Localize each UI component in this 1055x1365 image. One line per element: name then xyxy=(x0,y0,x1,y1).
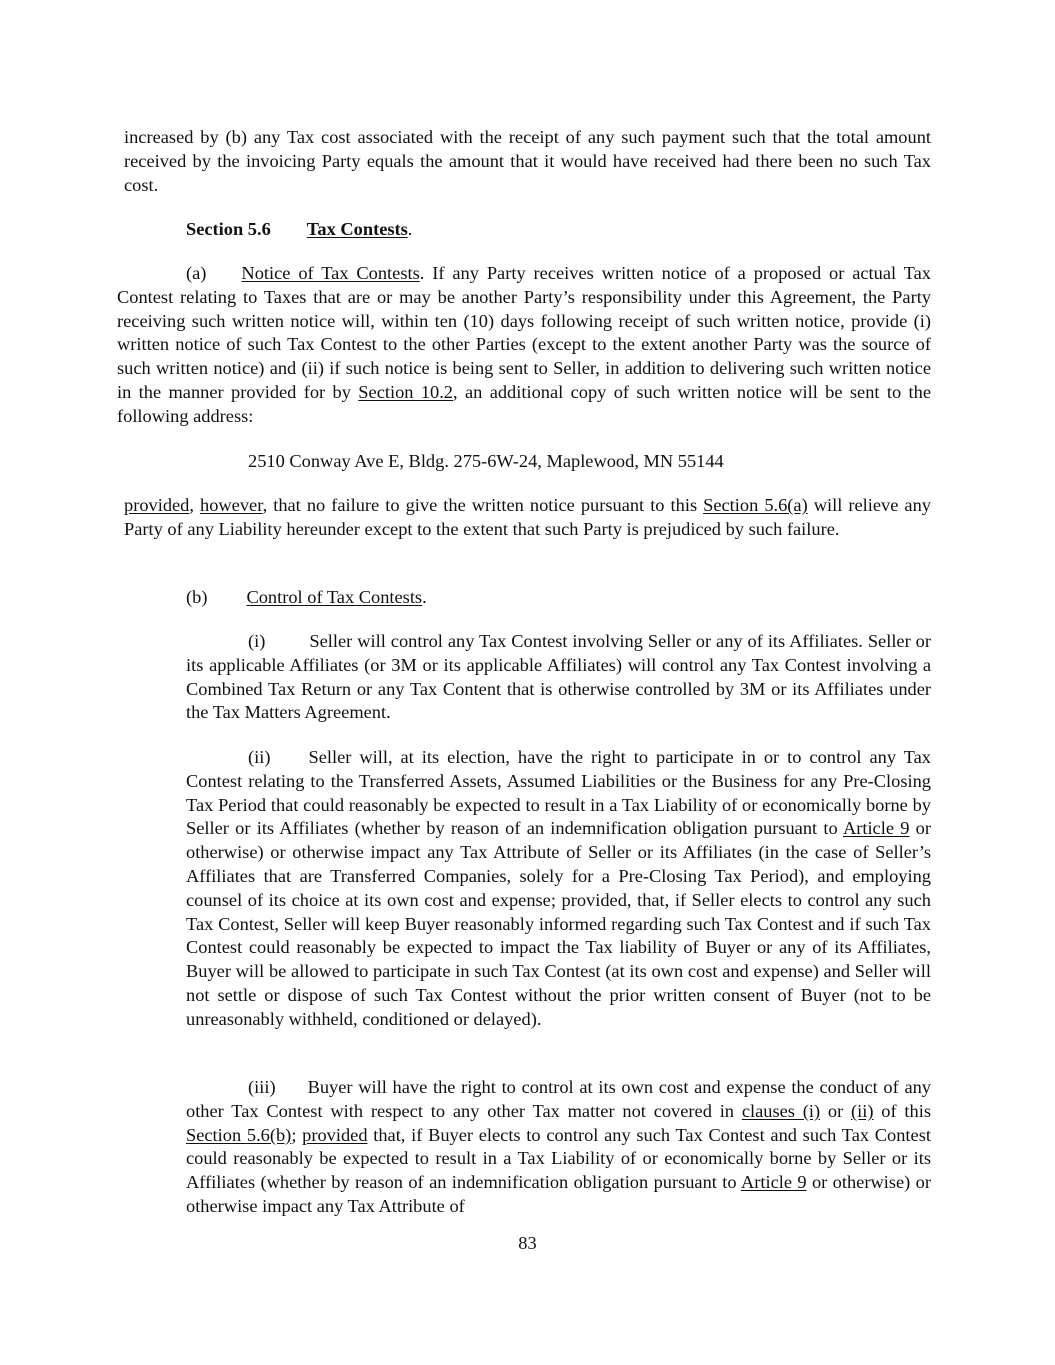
paragraph-b-heading xyxy=(186,586,427,610)
paragraph-a xyxy=(117,262,931,429)
paragraph-a-text-1: . If any Party receives written notice of a proposed or actual Tax Contest relating to Taxes that are or may be another Party’s responsibility under this Agreement, the Party receiving such written notice will, within ten (10) days following receipt of such written notice, provide (i) written notice of such Tax Contest to the other Parties (except to the extent another Party was the source of such written notice) and (ii) if such notice is being sent to Seller, in addition to delivering such written notice in the manner provided for by xyxy=(117,263,931,402)
subparagraph-i xyxy=(186,630,931,725)
subparagraph-ii xyxy=(186,746,931,1032)
article-9-reference[interactable]: Article 9 xyxy=(842,818,910,839)
subparagraph-iii-text-6: or otherwise) or otherwise impact any Tax Attribute of xyxy=(186,1172,931,1216)
subparagraph-iii-text-5: that, if Buyer elects to control any such Tax Contest and such Tax Contest could reasonably be expected to result in a Tax Liability of or economically borne by Seller or its Affiliates (whether by reason of an indemnification obligation pursuant to xyxy=(186,1124,931,1193)
page-number: 83 xyxy=(518,1233,537,1253)
subparagraph-iii-marker: (iii) xyxy=(248,1077,276,1097)
paragraph-a-text-2: , an additional copy of such written notice will be sent to the following address: xyxy=(117,381,932,426)
proviso-comma: , xyxy=(189,495,200,515)
clause-ii-reference[interactable]: (ii) xyxy=(851,1100,874,1121)
subparagraph-ii-marker: (ii) xyxy=(248,747,271,767)
section-5-6-b-reference[interactable]: Section 5.6(b) xyxy=(186,1124,292,1145)
section-label: Section 5.6 xyxy=(186,219,271,239)
paragraph-b-marker: (b) xyxy=(186,587,208,607)
proviso-paragraph xyxy=(124,494,931,542)
proviso-however: however xyxy=(200,495,263,515)
subparagraph-iii-text-4: ; xyxy=(291,1124,303,1145)
subparagraph-iii-text-3: of this xyxy=(873,1100,932,1121)
section-title-punct: . xyxy=(407,219,413,239)
subparagraph-ii-text-1: Seller will, at its election, have the right to participate in or to control any Tax Contest relating to the Transferred Assets, Assumed Liabilities or the Business for any Pre-Closing Tax Period that could reasonably be expected to result in a Tax Liability of or economically borne by Seller or its Affiliates (whether by reason of an indemnification obligation pursuant to xyxy=(186,747,931,839)
article-9-reference-2[interactable]: Article 9 xyxy=(740,1172,807,1193)
section-heading xyxy=(186,218,412,242)
subparagraph-iii-text-2: or xyxy=(820,1100,852,1121)
paragraph-a-heading: Notice of Tax Contests xyxy=(241,263,420,283)
proviso-text-1: , that no failure to give the written notice pursuant to this xyxy=(262,495,704,515)
subparagraph-ii-text-2: or otherwise) or otherwise impact any Tax Attribute of Seller or its Affiliates (in the case of Seller’s Affiliates that are Transferred Companies, solely for a Pre-Closing Tax Period), and employing counsel of its choice at its own cost and expense; provided, that, if Seller elects to control any such Tax Contest, Seller will keep Buyer reasonably informed regarding such Tax Contest and if such Tax Contest could reasonably be expected to impact the Tax liability of Buyer or any of its Affiliates, Buyer will be allowed to participate in such Tax Contest (at its own cost and expense) and Seller will not settle or dispose of such Tax Contest without the prior written consent of Buyer (not to be unreasonably withheld, conditioned or delayed). xyxy=(186,818,932,1029)
proviso-provided: provided xyxy=(124,495,190,515)
paragraph-b-title: Control of Tax Contests xyxy=(246,587,423,607)
subparagraph-i-marker: (i) xyxy=(248,631,266,651)
continuation-paragraph: increased by (b) any Tax cost associated with the receipt of any such payment such that the total amount received by the invoicing Party equals the amount that it would have received had there been no such Tax cost. xyxy=(124,127,931,195)
paragraph-b-punct: . xyxy=(422,587,427,607)
clauses-i-reference[interactable]: clauses (i) xyxy=(741,1100,821,1121)
notice-address: 2510 Conway Ave E, Bldg. 275-6W-24, Maplewood, MN 55144 xyxy=(248,451,724,471)
section-10-2-reference[interactable]: Section 10.2 xyxy=(358,381,454,402)
proviso-text-2: will relieve any Party of any Liability hereunder except to the extent that such Party is prejudiced by such failure. xyxy=(124,495,931,539)
subparagraph-iii-provided: provided xyxy=(302,1124,368,1145)
subparagraph-i-text: Seller will control any Tax Contest involving Seller or any of its Affiliates. Seller or its applicable Affiliates (or 3M or its applicable Affiliates) will control any Tax Contest involving a Combined Tax Return or any Tax Content that is otherwise controlled by 3M or its Affiliates under the Tax Matters Agreement. xyxy=(186,631,931,723)
section-5-6-a-reference[interactable]: Section 5.6(a) xyxy=(703,495,808,515)
subparagraph-iii xyxy=(186,1076,931,1219)
section-title: Tax Contests xyxy=(306,219,408,239)
subparagraph-iii-text-1: Buyer will have the right to control at its own cost and expense the conduct of any other Tax Contest with respect to any other Tax matter not covered in xyxy=(186,1077,931,1121)
paragraph-a-marker: (a) xyxy=(186,263,207,283)
